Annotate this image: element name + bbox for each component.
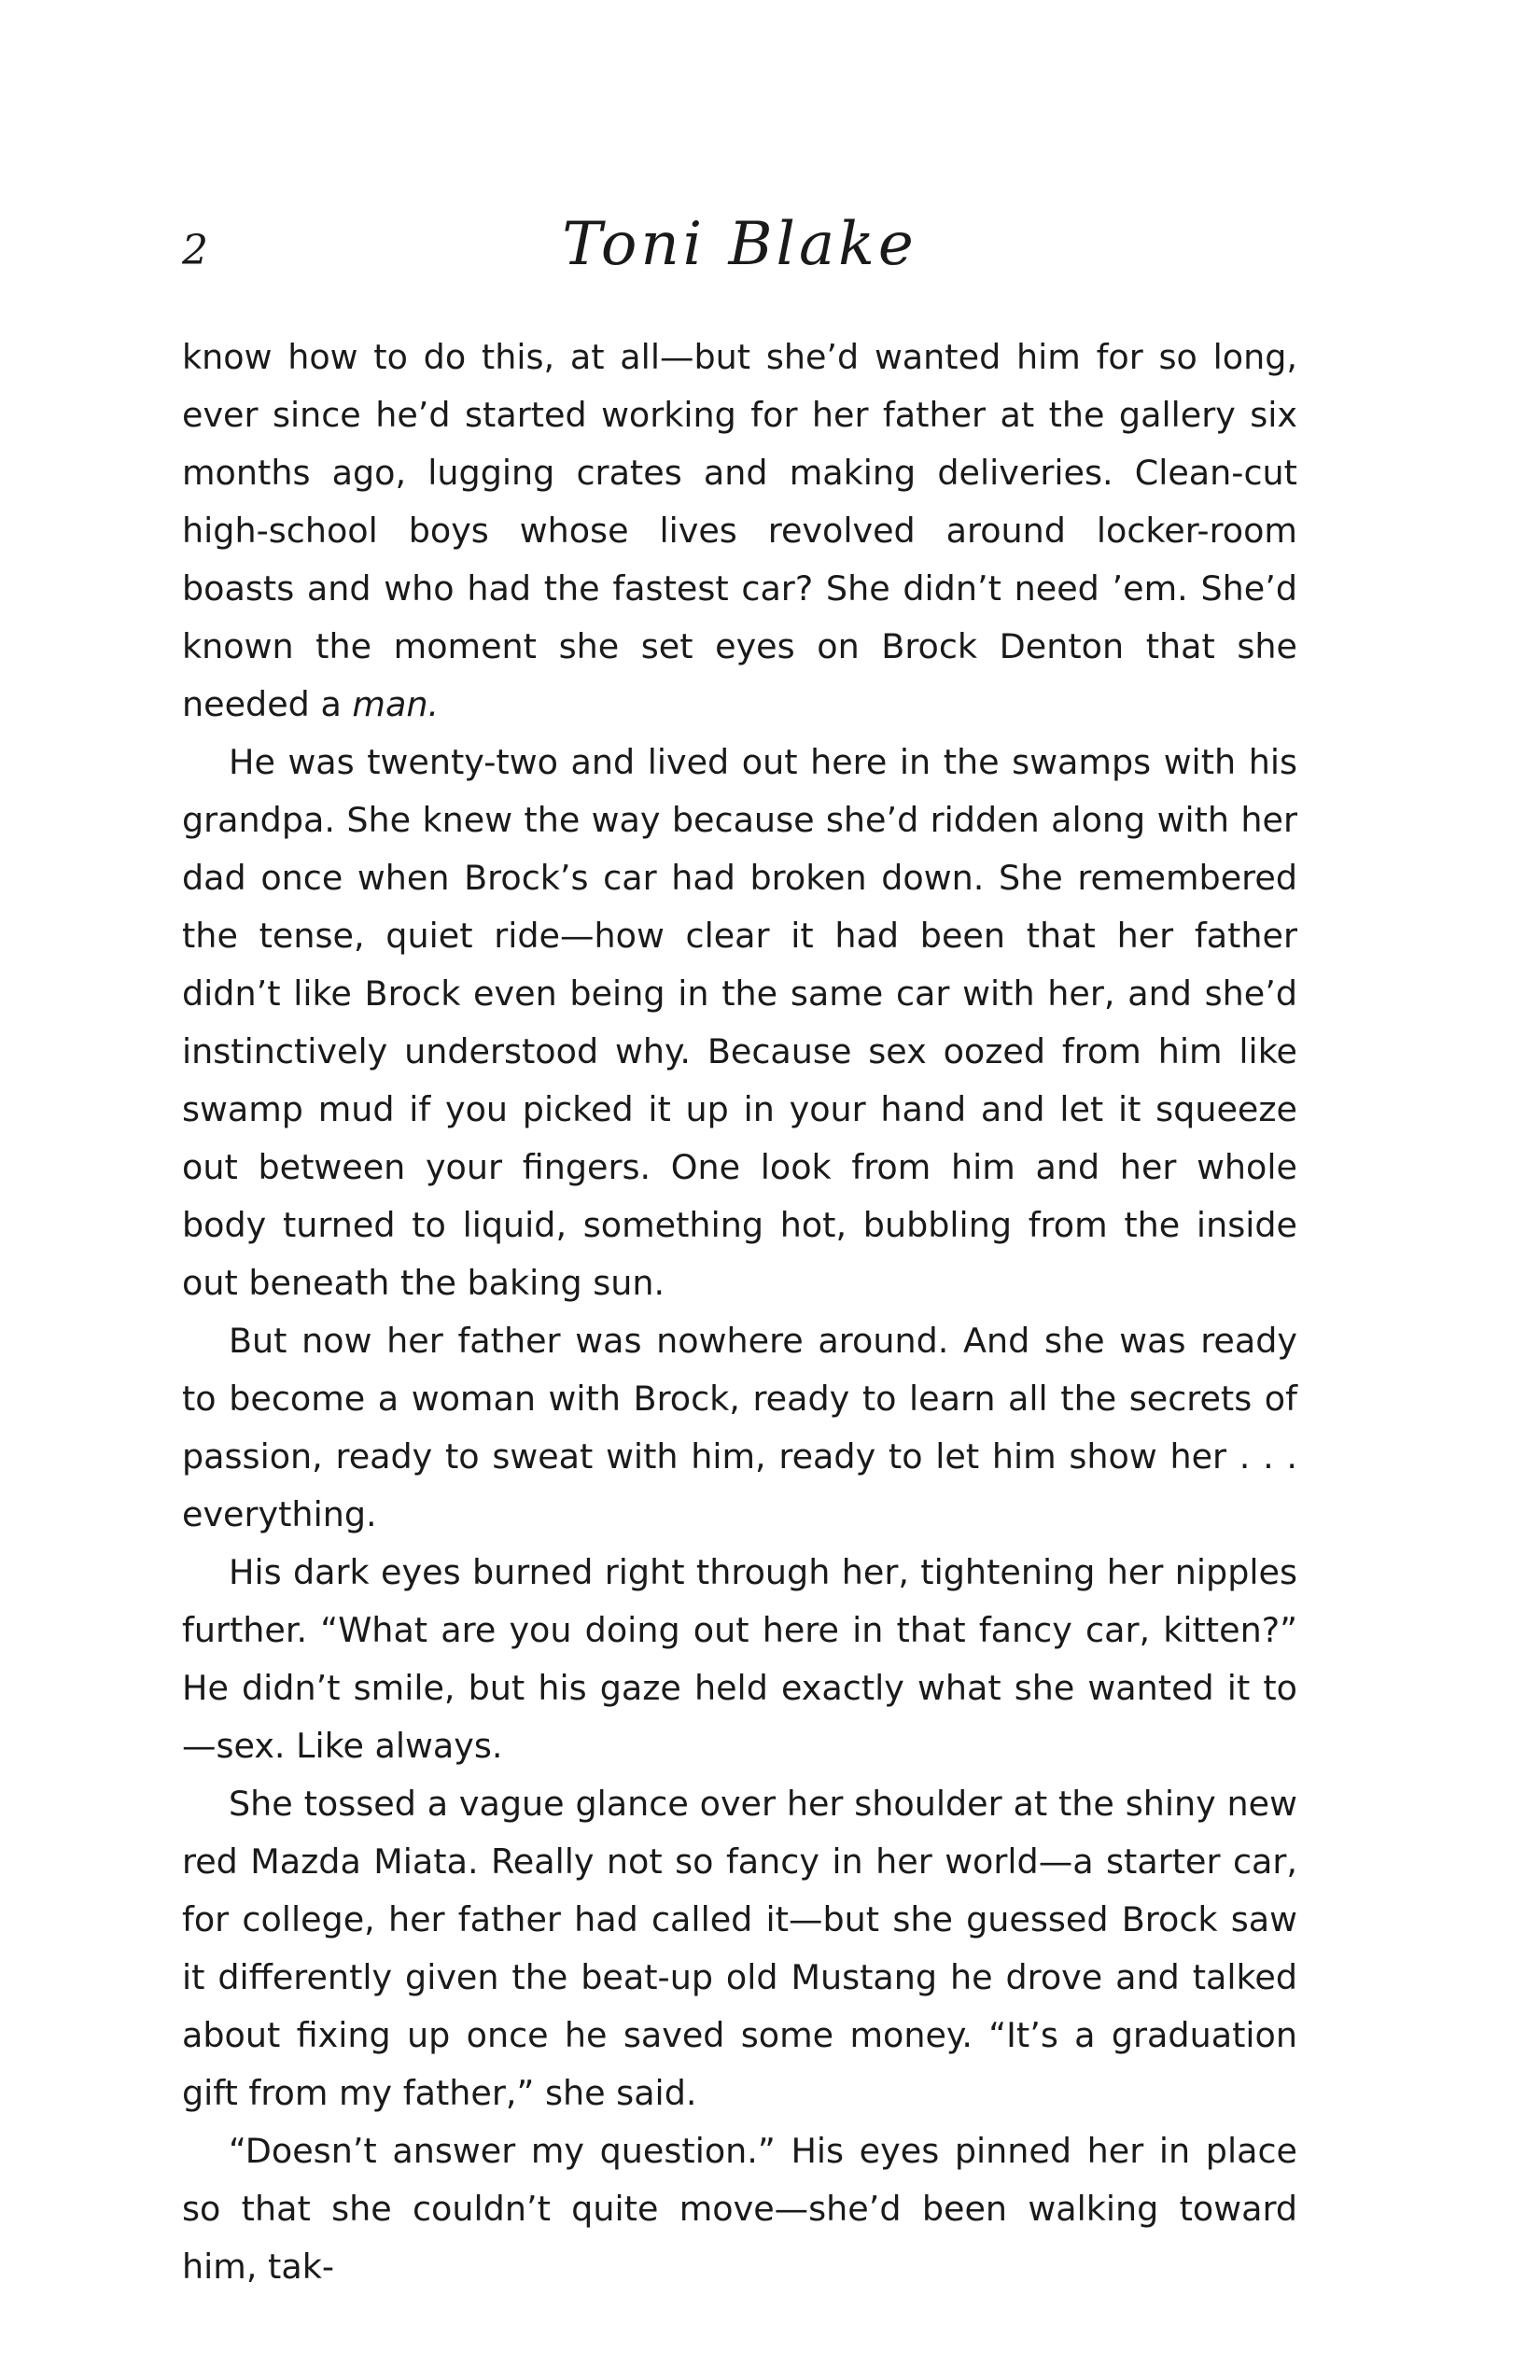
page-header	[182, 210, 1297, 313]
paragraph-emphasis: man.	[352, 684, 440, 724]
paragraph-text: know how to do this, at all—but she’d wanted him for so long, ever since he’d started working for her father at the gallery six months ago, lugging crates and making deliveries. Clean-cut high-school boys whose lives revolved around locker-room boasts and who had the fastest car? She didn’t need ’em. She’d known the moment she set eyes on Brock Denton that she needed a	[182, 337, 1297, 724]
paragraph-6: “Doesn’t answer my question.” His eyes pinned her in place so that she couldn’t quite move—she’d been walking toward him, tak-	[182, 2131, 1297, 2287]
running-head-author: Toni Blake	[562, 210, 917, 279]
paragraph-1	[182, 329, 1297, 734]
page-number: 2	[182, 227, 208, 274]
paragraph-2: He was twenty-two and lived out here in the swamps with his grandpa. She knew the way because she’d ridden along with her dad once when Brock’s car had broken down. She remembered the tense, quiet ride—how clear it had been that her father didn’t like Brock even being in the same car with her, and she’d instinctively understood why. Because sex oozed from him like swamp mud if you picked it up in your hand and let it squeeze out between your fingers. One look from him and her whole body turned to liquid, something hot, bubbling from the inside out beneath the baking sun.	[182, 742, 1297, 1303]
paragraph-4: His dark eyes burned right through her, tightening her nipples further. “What are you doing out here in that fancy car, kitten?” He didn’t smile, but his gaze held exactly what she wanted it to—sex. Like always.	[182, 1552, 1297, 1766]
body-text	[182, 329, 1297, 2296]
paragraph-5: She tossed a vague glance over her shoulder at the shiny new red Mazda Miata. Really not so fancy in her world—a starter car, for college, her father had called it—but she guessed Brock saw it differently given the beat-up old Mustang he drove and talked about fixing up once he saved some money. “It’s a graduation gift from my father,” she said.	[182, 1784, 1297, 2113]
paragraph-3: But now her father was nowhere around. And she was ready to become a woman with Brock, ready to learn all the secrets of passion, ready to sweat with him, ready to let him show her . . . everything.	[182, 1321, 1297, 1534]
